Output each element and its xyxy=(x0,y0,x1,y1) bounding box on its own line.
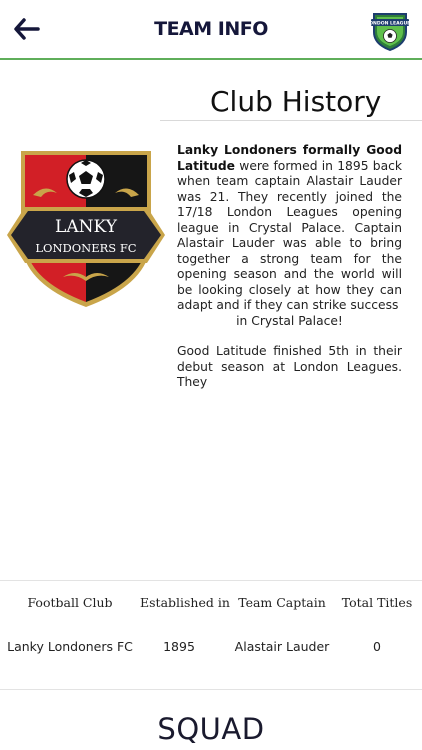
heading-divider xyxy=(160,120,422,121)
table-column-captain xyxy=(230,581,334,691)
table-header: Football Club xyxy=(27,595,113,610)
club-crest xyxy=(5,143,167,311)
crest-text-line1: LANKY xyxy=(55,217,117,237)
page-title: TEAM INFO xyxy=(154,18,268,40)
history-paragraph-1-body: were formed in 1895 back when team captain Alastair Lauder was 21. They recently joined the 17/18 London Leagues opening league in Crystal Palace. Captain Alastair Lauder was able to bring together a strong team for the opening season and the world will be looking closely at how they can adapt and if they can strike success xyxy=(177,158,402,312)
table-column-established xyxy=(140,581,230,691)
league-logo[interactable] xyxy=(368,8,412,52)
table-cell: 0 xyxy=(373,639,381,654)
club-crest-icon xyxy=(5,143,167,311)
club-info-table xyxy=(0,580,422,690)
history-paragraph-1-bold: Lanky Londoners formally Good Latitude xyxy=(177,143,402,173)
table-column-club xyxy=(0,581,140,691)
app-header xyxy=(0,0,422,60)
section-title: Club History xyxy=(210,85,382,118)
table-header: Total Titles xyxy=(341,595,413,610)
club-history-heading xyxy=(160,83,422,121)
history-paragraph-1-last-line: in Crystal Palace! xyxy=(236,313,343,328)
table-column-titles xyxy=(338,581,416,691)
table-cell: 1895 xyxy=(163,639,195,654)
table-cell: Alastair Lauder xyxy=(234,639,330,654)
svg-text:LONDON LEAGUES: LONDON LEAGUES xyxy=(368,21,412,27)
london-leagues-logo-icon xyxy=(368,8,412,52)
table-header: Established in xyxy=(140,595,230,610)
crest-text-line2: LONDONERS FC xyxy=(35,241,137,255)
history-paragraph-1 xyxy=(177,143,402,329)
table-cell: Lanky Londoners FC xyxy=(7,639,133,654)
table-header: Team Captain xyxy=(238,595,326,610)
history-paragraph-2: Good Latitude finished 5th in their debut season at London Leagues. They xyxy=(177,344,402,389)
squad-heading: SQUAD xyxy=(157,712,265,746)
club-history-text xyxy=(177,143,402,406)
